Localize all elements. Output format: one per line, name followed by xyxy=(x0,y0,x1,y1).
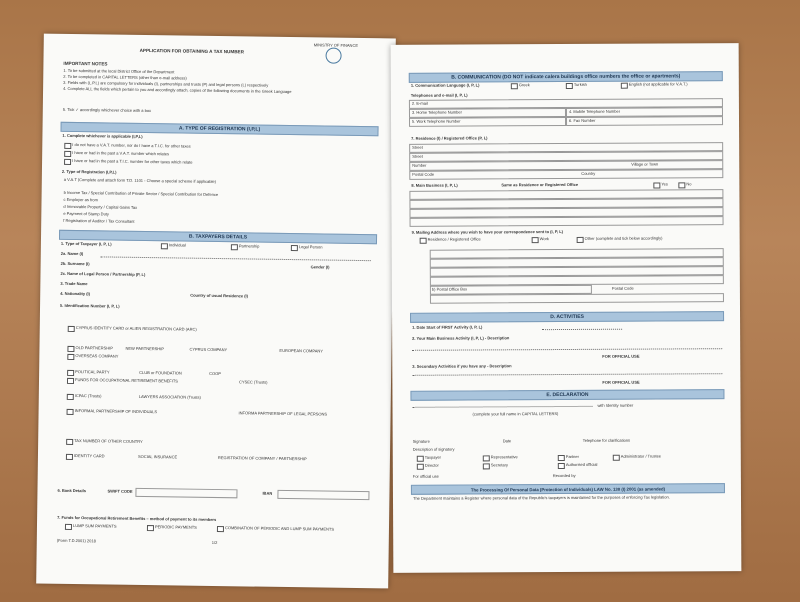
funds-label: 7. Funds for Occupational Retirement Benefits – method of payment to its members xyxy=(57,514,217,523)
id-type-8: COOP xyxy=(209,370,221,377)
signatory-admin-checkbox[interactable] xyxy=(613,455,620,461)
main-activity-field[interactable] xyxy=(412,348,722,351)
official-use-1: FOR OFFICIAL USE xyxy=(602,353,640,359)
notes-heading: IMPORTANT NOTES xyxy=(63,60,108,67)
official-use-2: FOR OFFICIAL USE xyxy=(602,379,640,385)
telephone-label: Telephone for clarifications xyxy=(582,437,631,443)
same-as-label: Same as Residence or Registered Office xyxy=(501,181,579,188)
id-type-1-checkbox[interactable] xyxy=(67,346,74,352)
gdpr-header: The Processing Of Personal Data (Protection of Individuals) LAW No. 138 (I) 2001 (as amended) xyxy=(411,483,725,495)
form-page-1 xyxy=(36,34,396,589)
note-5: 5. Tick ✓ accordingly whichever choice with a box xyxy=(62,106,152,114)
phone-heading: Telephones and e-mail (I, P, L) xyxy=(410,92,468,98)
main-business-label: 8. Main Business (I, P, L) xyxy=(411,182,458,188)
gender-label: Gender (I) xyxy=(310,264,330,270)
section-comm-header: B. COMMUNICATION (DO NOT indicate calera buildings office numbers the office or apartments) xyxy=(409,71,723,83)
id-type-4: EUROPEAN COMPANY xyxy=(279,347,323,354)
signature-label: Signature xyxy=(412,438,430,444)
lang-turkish-checkbox[interactable] xyxy=(566,83,573,89)
mailing-work-checkbox[interactable] xyxy=(532,237,539,243)
a2-option-d: d Immovable Property / Capital Gains Tax xyxy=(63,203,138,210)
signatory-admin: Administrator / Trustee xyxy=(620,453,662,459)
b2b-label: 2b. Surname (I) xyxy=(60,260,90,267)
id-type-11: ICPAC (Trusts) xyxy=(74,393,102,399)
type-individual: Individual xyxy=(168,242,186,248)
id-type-7: CLUB or FOUNDATION xyxy=(139,369,182,376)
lang-greek: Greek xyxy=(518,82,530,88)
note-1: 1. To be submitted at the local District Office of the Department xyxy=(63,67,175,75)
id-type-6-checkbox[interactable] xyxy=(67,370,74,376)
form-title: APPLICATION FOR OBTAINING A TAX NUMBER xyxy=(139,47,244,55)
ministry-name: MINISTRY OF FINANCE xyxy=(313,42,359,48)
ministry-seal-icon xyxy=(325,48,341,64)
b4-label: 4. Nationality (I) xyxy=(60,290,91,297)
identity-number-label: with Identity number xyxy=(597,402,634,408)
a1-option-2-checkbox[interactable] xyxy=(64,151,71,157)
section-e-header: E. DECLARATION xyxy=(410,389,724,401)
id-type-5: OVERSEAS COMPANY xyxy=(75,353,119,359)
postal-label: Postal Code xyxy=(412,171,435,177)
a2-option-e: e Payment of Stamp Duty xyxy=(63,210,109,217)
bank-details-label: 6. Bank Details xyxy=(57,487,86,494)
country-residence-label: Country of usual Residence (I) xyxy=(190,292,249,299)
date-label: Date xyxy=(502,438,512,444)
village-label: Village or Town xyxy=(631,161,659,167)
signatory-partner: Partner xyxy=(565,453,579,460)
b2c-label: 2c. Name of Legal Person / Partnership (P, L) xyxy=(60,270,146,278)
a2-option-a: a V.A.T (Complete and attach form T.D. 1101 - Choose a special scheme if applicable) xyxy=(63,176,216,184)
signatory-taxpayer-checkbox[interactable] xyxy=(417,456,424,462)
residence-label: 7. Residence (I) / Registered Office (P, L) xyxy=(411,135,488,141)
type-individual-checkbox[interactable] xyxy=(161,243,168,249)
signatory-director: Director xyxy=(424,462,439,468)
b3-label: 3. Trade Name xyxy=(60,280,88,287)
section-a-header: A. TYPE OF REGISTRATION (I,P,L) xyxy=(60,122,378,136)
number-label: Number xyxy=(412,162,427,168)
official-use-footer: For official use xyxy=(412,473,439,479)
lang-english: English (not applicable for V.A.T.) xyxy=(628,81,688,87)
b2a-label: 2a. Name (I) xyxy=(60,250,84,257)
id-type-9-checkbox[interactable] xyxy=(67,378,74,384)
po-village-field[interactable] xyxy=(430,293,724,304)
payment-combination: COMBINATION OF PERIODIC AND LUMP SUM PAYMENTS xyxy=(224,525,335,532)
signatory-director-checkbox[interactable] xyxy=(417,464,424,470)
type-legal-person-checkbox[interactable] xyxy=(291,245,298,251)
id-type-16: IDENTITY CARD xyxy=(73,453,105,459)
a1-label: 1. Complete whichever is applicable (I,P,L) xyxy=(62,132,143,139)
iban-label: IBAN xyxy=(262,490,273,496)
lang-greek-checkbox[interactable] xyxy=(511,83,518,89)
mailing-other: Other (complete and tick below accordingly) xyxy=(584,235,663,241)
d3-label: 3. Secondary Activities if you have any - Description xyxy=(412,363,512,369)
id-type-6: POLITICAL PARTY xyxy=(75,369,110,375)
d1-label: 1. Date Start of FIRST Activity (I, P, L) xyxy=(412,324,483,330)
form-code: (Form T.D.2001) 2018 xyxy=(56,537,96,544)
b5-label: 5. Identification Number (I, P, L) xyxy=(60,302,120,309)
name-field[interactable] xyxy=(101,256,371,261)
id-type-11-checkbox[interactable] xyxy=(67,394,74,400)
capital-letters-note: (complete your full name in CAPITAL LETTERS) xyxy=(472,411,559,417)
mobile-phone-label: 4. Mobile Telephone Number xyxy=(568,108,621,114)
id-type-16-checkbox[interactable] xyxy=(66,454,73,460)
signatory-authorised: Authorised official xyxy=(565,461,598,468)
d2-label: 2. Your Main Business Activity (I, P, L) - Description xyxy=(412,335,510,341)
street-label-2: Street xyxy=(412,153,423,159)
id-type-17: SOCIAL INSURANCE xyxy=(137,453,178,460)
signatory-secretary: Secretary xyxy=(490,462,508,468)
mailing-label: 9. Mailing Address where you wish to have your correspondence sent to (I, P, L) xyxy=(411,229,563,235)
payment-lump: LUMP SUM PAYMENTS xyxy=(72,523,117,529)
type-partnership-checkbox[interactable] xyxy=(231,244,238,250)
signatory-partner-checkbox[interactable] xyxy=(558,455,565,461)
designation-label: Description of signatory xyxy=(412,446,455,452)
fax-label: 6. Fax Number xyxy=(569,117,596,123)
signatory-representative: Representative xyxy=(490,454,518,460)
comm-lang-label: 1. Communication Language (I, P, L) xyxy=(410,82,480,88)
page-number: 1/2 xyxy=(211,539,218,546)
a1-option-1-checkbox[interactable] xyxy=(64,143,71,149)
residence-postal[interactable] xyxy=(409,169,723,180)
work-phone-label: 5. Work Telephone Number xyxy=(412,118,461,124)
gdpr-text: The Department maintains a Register where personal data of the Republic's taxpayers is maintained for the purposes of enforcing Tax legislation. xyxy=(412,494,670,501)
a2-option-c: c Employer as from xyxy=(63,196,99,203)
id-type-0: CYPRUS IDENTITY CARD or ALIEN REGISTRATION CARD (ARC) xyxy=(75,325,197,332)
id-type-9: FUNDS FOR OCCUPATIONAL RETIREMENT BENEFITS xyxy=(74,377,179,384)
form-page-2 xyxy=(391,43,742,573)
signatory-representative-checkbox[interactable] xyxy=(483,455,490,461)
payment-lump-checkbox[interactable] xyxy=(65,524,72,530)
start-date-field[interactable] xyxy=(542,329,622,330)
signatory-taxpayer: Taxpayer xyxy=(424,454,442,460)
a2-option-b: b Income Tax / Special Contribution of Private Sector / Special Contribution for Defence xyxy=(63,189,219,198)
type-legal-person: Legal Person xyxy=(298,244,323,250)
id-type-14: INFORMA PARTNERSHIP OF LEGAL PERSONS xyxy=(238,410,328,417)
secondary-activity-field[interactable] xyxy=(412,373,722,376)
payment-periodic-checkbox[interactable] xyxy=(147,525,154,531)
note-3: 3. Fields with (L.P.L) are compulsory for individuals (I), partnerships and trusts (P) and legal persons (L) respectively xyxy=(63,79,269,88)
business-postal[interactable] xyxy=(410,216,724,227)
email-label: 2. E-mail xyxy=(411,100,428,106)
mailing-residence: Residence / Registered Office xyxy=(427,236,481,242)
id-type-15: TAX NUMBER OF OTHER COUNTRY xyxy=(74,438,143,444)
id-type-3: CYPRUS COMPANY xyxy=(189,346,228,353)
home-phone-label: 3. Home Telephone Number xyxy=(411,109,462,115)
id-type-10: CYSEC (Trusts) xyxy=(238,379,268,385)
same-yes-checkbox[interactable] xyxy=(653,183,660,189)
swift-label: SWIFT CODE xyxy=(107,488,133,494)
id-type-18: REGISTRATION OF COMPANY / PARTNERSHIP xyxy=(217,455,307,462)
po-box-label: b) Postal Office Box xyxy=(431,286,468,292)
id-type-13-checkbox[interactable] xyxy=(67,409,74,415)
same-no: No xyxy=(686,181,692,187)
iban-input[interactable] xyxy=(277,490,369,500)
swift-input[interactable] xyxy=(135,488,237,498)
note-4: 4. Complete ALL the fields which pertain to you and accordingly attach, copies of the following documents in the Greek Language xyxy=(63,85,292,95)
lang-english-checkbox[interactable] xyxy=(621,83,628,89)
same-yes: Yes xyxy=(661,181,668,187)
mailing-other-checkbox[interactable] xyxy=(577,237,584,243)
a1-option-3: I have or had in the past a T.I.C. number for other taxes which relate xyxy=(72,157,193,165)
country-label: Country xyxy=(581,170,596,176)
id-type-5-checkbox[interactable] xyxy=(67,354,74,360)
id-type-15-checkbox[interactable] xyxy=(66,439,73,445)
a1-option-1: I do not have a V.A.T. number, nor do I have a T.I.C. for other taxes xyxy=(72,141,191,149)
id-type-2: NEW PARTNERSHIP xyxy=(125,345,165,352)
a1-option-2: I have or had in the past a V.A.T. number which relates xyxy=(72,149,170,157)
mailing-residence-checkbox[interactable] xyxy=(420,238,427,244)
id-type-0-checkbox[interactable] xyxy=(68,326,75,332)
a2-option-f: f Registration of Auditor / Tax Consultant xyxy=(63,217,135,224)
type-partnership: Partnership xyxy=(238,243,260,249)
a1-option-3-checkbox[interactable] xyxy=(64,159,71,165)
a2-label: 2. Type of Registration (I,P,L) xyxy=(61,168,117,175)
declarant-name-field[interactable] xyxy=(413,406,593,408)
section-b-header: B. TAXPAYERS DETAILS xyxy=(59,230,377,244)
id-type-1: OLD PARTNERSHIP xyxy=(75,345,113,351)
id-type-12: LAWYERS ASSOCIATION (Trusts) xyxy=(138,393,201,400)
street-label-1: Street xyxy=(412,144,423,150)
section-d-header: D. ACTIVITIES xyxy=(410,311,724,323)
b1-label: 1. Type of Taxpayer (I, P, L) xyxy=(60,240,112,247)
signatory-secretary-checkbox[interactable] xyxy=(483,463,490,469)
signatory-authorised-checkbox[interactable] xyxy=(558,463,565,469)
payment-periodic: PERIODIC PAYMENTS xyxy=(154,524,197,530)
note-2: 2. To be completed in CAPITAL LETTERS (other than e-mail address) xyxy=(63,73,187,81)
mailing-work: Work xyxy=(539,236,549,242)
lang-turkish: Turkish xyxy=(573,81,587,87)
recorded-by-label: Recorded by xyxy=(552,472,576,479)
po-postal-label: Postal Code xyxy=(611,285,634,291)
same-no-checkbox[interactable] xyxy=(678,182,685,188)
payment-combination-checkbox[interactable] xyxy=(217,526,224,532)
id-type-13: INFORMAL PARTNERSHIP OF INDIVIDUALS xyxy=(74,408,158,415)
